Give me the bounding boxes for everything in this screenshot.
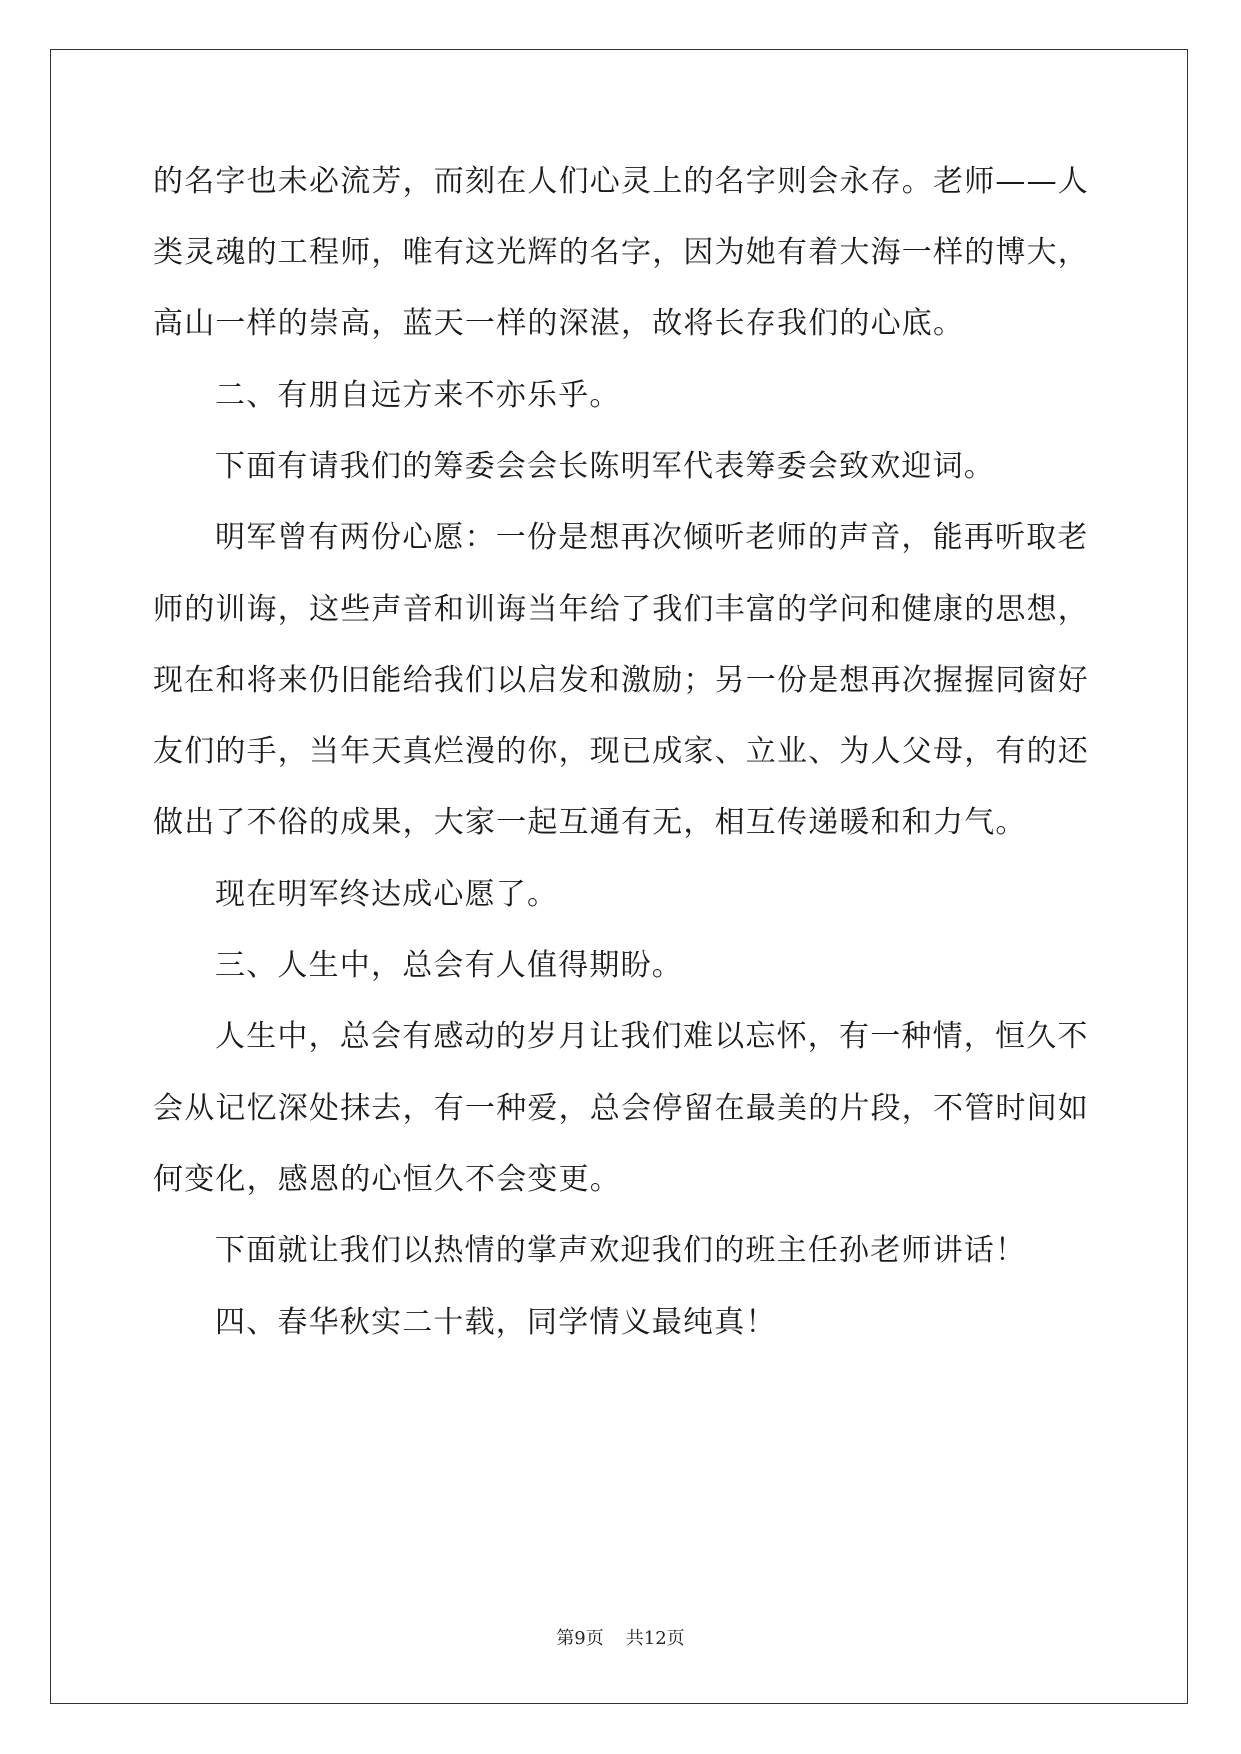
text-line: 做出了不俗的成果，大家一起互通有无，相互传递暖和和力气。 [153, 805, 1027, 840]
page-number: 第9页 [556, 1628, 604, 1649]
text-line: 人生中，总会有感动的岁月让我们难以忘怀，有一种情，恒久不 [215, 1019, 1089, 1054]
text-line: 高山一样的崇高，蓝天一样的深湛，故将长存我们的心底。 [153, 306, 965, 341]
text-line: 现在明军终达成心愿了。 [215, 877, 559, 912]
page-footer [0, 1627, 1241, 1651]
text-line: 明军曾有两份心愿：一份是想再次倾听老师的声音，能再听取老 [215, 520, 1089, 555]
section-heading: 四、春华秋实二十载，同学情义最纯真！ [215, 1305, 777, 1340]
text-line: 类灵魂的工程师，唯有这光辉的名字，因为她有着大海一样的博大， [153, 235, 1089, 270]
text-line: 下面就让我们以热情的掌声欢迎我们的班主任孙老师讲话！ [215, 1233, 1027, 1268]
section-heading: 三、人生中，总会有人值得期盼。 [215, 948, 683, 983]
text-line: 何变化，感恩的心恒久不会变更。 [153, 1162, 621, 1197]
text-line: 师的训诲，这些声音和训诲当年给了我们丰富的学问和健康的思想， [153, 592, 1089, 627]
text-line: 会从记忆深处抹去，有一种爱，总会停留在最美的片段，不管时间如 [153, 1091, 1089, 1126]
text-line: 下面有请我们的筹委会会长陈明军代表筹委会致欢迎词。 [215, 449, 995, 484]
text-line: 友们的手，当年天真烂漫的你，现已成家、立业、为人父母，有的还 [153, 734, 1089, 769]
text-line: 的名字也未必流芳，而刻在人们心灵上的名字则会永存。老师——人 [153, 164, 1089, 199]
page-total: 共12页 [625, 1628, 685, 1649]
text-line: 现在和将来仍旧能给我们以启发和激励；另一份是想再次握握同窗好 [153, 663, 1089, 698]
section-heading: 二、有朋自远方来不亦乐乎。 [215, 378, 621, 413]
